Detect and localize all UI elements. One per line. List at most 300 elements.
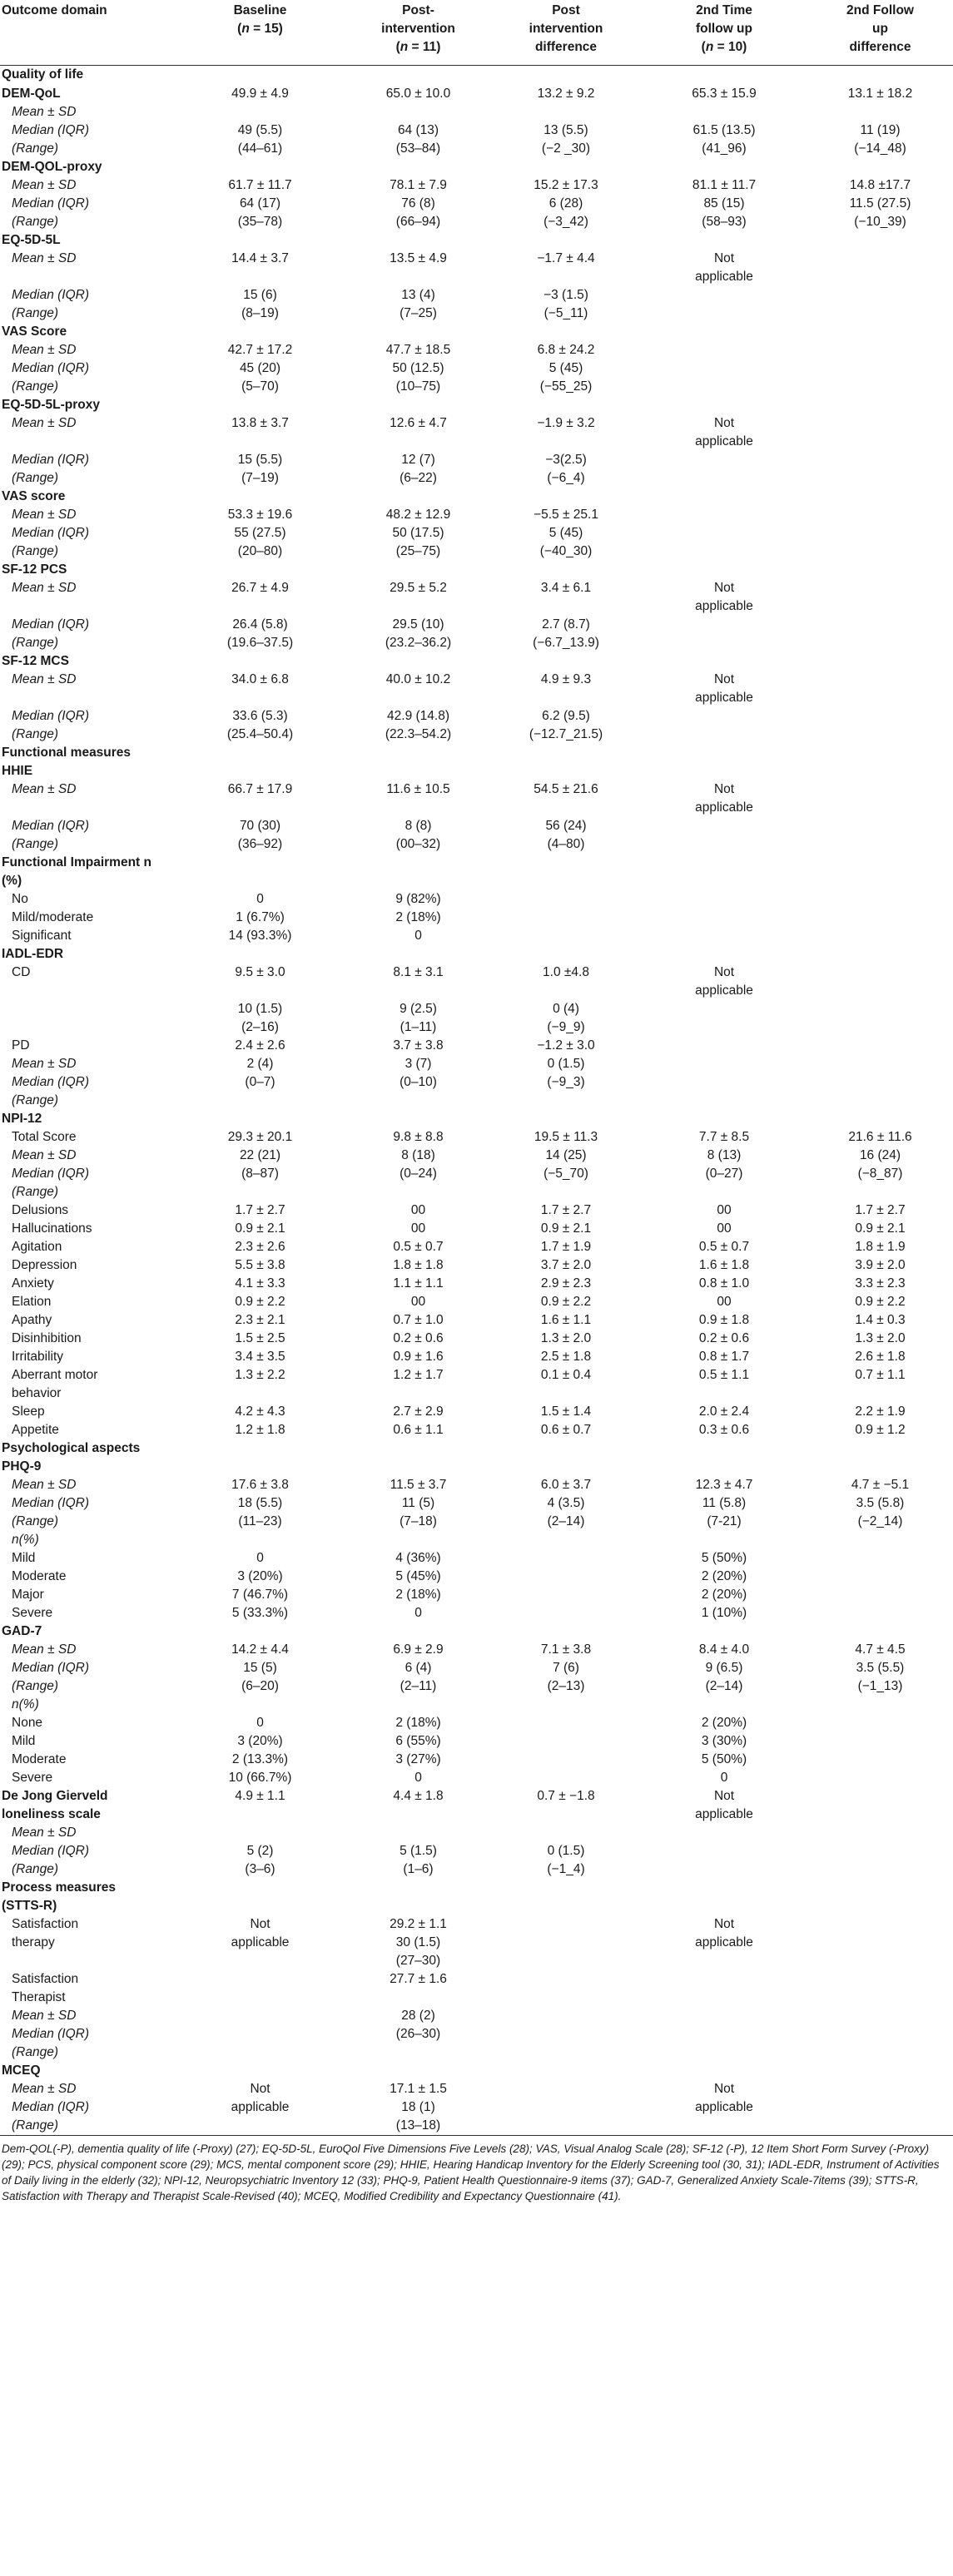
cell-post-diff: 0.7 ± −1.8 (537, 1789, 595, 1803)
cell-follow-up-diff (807, 341, 953, 359)
cell-follow-up (641, 726, 807, 744)
cell-post: 3 (27%) (395, 1752, 441, 1766)
table-row (0, 927, 953, 945)
cell-post: (6–22) (400, 471, 437, 485)
cell-post: 00 (410, 1203, 426, 1217)
table-row (0, 780, 953, 817)
cell-post (345, 323, 491, 341)
cell-post: 9.8 ± 8.8 (393, 1130, 444, 1144)
cell-label: VAS Score (2, 324, 67, 339)
cell-follow-up-diff (807, 1073, 953, 1092)
cell-post: (2–11) (400, 1679, 437, 1693)
cell-label: Mean ± SD (12, 1478, 77, 1492)
cell-follow-up-diff: 4.7 ± −5.1 (851, 1478, 910, 1492)
table-row (0, 1494, 953, 1513)
cell-post: 5 (45%) (395, 1569, 441, 1583)
cell-label: NPI-12 (2, 1112, 42, 1126)
cell-baseline (175, 1183, 345, 1201)
cell-post-diff: 3.7 ± 2.0 (540, 1258, 592, 1272)
cell-label: IADL-EDR (2, 947, 64, 961)
cell-post: 17.1 ± 1.5 18 (1) (13–18) (345, 2080, 491, 2136)
cell-follow-up-diff (807, 1018, 953, 1037)
cell-baseline: 22 (21) (239, 1148, 281, 1162)
table-row (0, 359, 953, 378)
cell-follow-up-diff (807, 1458, 953, 1476)
cell-follow-up-diff (807, 561, 953, 579)
table-row (0, 1769, 953, 1787)
cell-post: 5 (1.5) (400, 1844, 437, 1858)
cell-label: Mean ± SD (12, 343, 77, 357)
cell-post-diff: (−2 _30) (541, 141, 591, 156)
cell-follow-up-diff (807, 506, 953, 524)
cell-post (345, 396, 491, 414)
cell-follow-up: 2.0 ± 2.4 (698, 1404, 750, 1419)
table-row (0, 140, 953, 158)
cell-follow-up (641, 652, 807, 671)
cell-label: Functional Impairment n (%) (2, 855, 151, 888)
cell-follow-up: 2 (20%) (701, 1716, 747, 1730)
table-header-row (0, 0, 953, 65)
cell-post: 64 (13) (397, 123, 439, 137)
cell-follow-up-diff (807, 1769, 953, 1787)
cell-follow-up (641, 1000, 807, 1018)
cell-label: Median (IQR) (12, 196, 90, 211)
table-row (0, 561, 953, 579)
cell-follow-up (641, 817, 807, 835)
cell-label: Mean ± SD (12, 1057, 77, 1071)
cell-post-diff: 0.9 ± 2.1 (540, 1221, 592, 1236)
cell-follow-up-diff (807, 945, 953, 964)
cell-baseline (175, 65, 345, 85)
table-row (0, 1842, 953, 1860)
table-row (0, 121, 953, 140)
cell-post-diff: (−5_70) (544, 1167, 588, 1181)
cell-baseline (175, 231, 345, 250)
table-row (0, 1732, 953, 1751)
table-row (0, 1220, 953, 1238)
table-row (0, 286, 953, 305)
table-row (0, 1659, 953, 1677)
cell-post (345, 1824, 491, 1842)
cell-baseline: (35–78) (237, 215, 283, 229)
cell-follow-up-diff (807, 1787, 953, 1824)
cell-follow-up (641, 945, 807, 964)
cell-baseline: Not applicable (231, 1917, 290, 1949)
table-row (0, 2025, 953, 2043)
cell-baseline: (3–6) (245, 1862, 275, 1876)
cell-follow-up-diff: 4.7 ± 4.5 (855, 1642, 906, 1657)
cell-baseline: 4.9 ± 1.1 (235, 1789, 285, 1803)
cell-baseline (175, 2025, 345, 2043)
cell-post-diff: 0.1 ± 0.4 (540, 1368, 592, 1382)
cell-baseline: 18 (5.5) (237, 1496, 283, 1510)
table-row (0, 1183, 953, 1201)
cell-post-diff: (−55_25) (539, 379, 593, 394)
cell-follow-up (641, 524, 807, 542)
cell-follow-up (641, 927, 807, 945)
cell-follow-up (641, 1879, 807, 1897)
table-row (0, 1714, 953, 1732)
cell-follow-up-diff (807, 1549, 953, 1568)
cell-follow-up-diff (807, 469, 953, 488)
cell-label: Median (IQR) (12, 123, 90, 137)
table-row (0, 2043, 953, 2062)
cell-post (345, 103, 491, 121)
cell-follow-up: (0–27) (705, 1167, 743, 1181)
cell-label: Median (IQR) (12, 617, 90, 632)
cell-follow-up (641, 835, 807, 854)
cell-baseline: (2–16) (241, 1020, 279, 1034)
cell-follow-up-diff (807, 542, 953, 561)
cell-baseline: (11–23) (238, 1514, 282, 1528)
cell-follow-up (641, 854, 807, 890)
cell-post-diff (491, 744, 641, 762)
cell-post-diff: 4.9 ± 9.3 (540, 672, 592, 686)
cell-post (345, 1622, 491, 1641)
cell-follow-up-diff (807, 1604, 953, 1622)
cell-post: 3 (7) (405, 1057, 432, 1071)
cell-follow-up: (58–93) (702, 215, 747, 229)
cell-follow-up (641, 1439, 807, 1458)
table-row (0, 1458, 953, 1476)
cell-post-diff (491, 1696, 641, 1714)
cell-follow-up-diff (807, 524, 953, 542)
cell-baseline: 17.6 ± 3.8 (231, 1478, 289, 1492)
cell-follow-up-diff: 21.6 ± 11.6 (848, 1130, 912, 1144)
cell-post: 0.5 ± 0.7 (393, 1240, 444, 1254)
cell-baseline: 29.3 ± 20.1 (227, 1130, 293, 1144)
cell-baseline: 15 (6) (243, 288, 277, 302)
cell-follow-up-diff (807, 579, 953, 616)
cell-follow-up: 5 (50%) (701, 1551, 747, 1565)
cell-follow-up-diff (807, 762, 953, 780)
cell-baseline: 14.2 ± 4.4 (231, 1642, 289, 1657)
cell-label: Disinhibition (12, 1331, 82, 1345)
cell-label: Median (IQR) (12, 361, 90, 375)
cell-baseline: (36–92) (237, 837, 283, 851)
cell-label: Major (12, 1588, 44, 1602)
cell-follow-up (641, 2025, 807, 2043)
cell-label: (Range) (12, 727, 58, 741)
cell-follow-up: Not applicable (695, 1917, 753, 1949)
cell-post (345, 2062, 491, 2080)
cell-baseline: 5.5 ± 3.8 (235, 1258, 285, 1272)
table-row (0, 1073, 953, 1092)
cell-post-diff (491, 1970, 641, 2007)
cell-post-diff: −3 (1.5) (544, 288, 588, 302)
cell-post: 4 (36%) (395, 1551, 441, 1565)
cell-follow-up-diff (807, 1055, 953, 1073)
table-row (0, 1622, 953, 1641)
cell-follow-up (641, 158, 807, 176)
table-row (0, 1549, 953, 1568)
cell-post-diff: 2.7 (8.7) (542, 617, 590, 632)
cell-follow-up-diff (807, 707, 953, 726)
cell-baseline: (5–70) (241, 379, 279, 394)
table-row (0, 964, 953, 1000)
cell-baseline (175, 1622, 345, 1641)
table-row (0, 1330, 953, 1348)
cell-follow-up-diff: 3.5 (5.5) (856, 1661, 905, 1675)
cell-follow-up (641, 2043, 807, 2062)
cell-label: Median (IQR) (12, 819, 90, 833)
cell-post: 78.1 ± 7.9 (390, 178, 447, 192)
cell-follow-up (641, 1696, 807, 1714)
cell-baseline: (25.4–50.4) (226, 727, 294, 741)
cell-post (345, 1531, 491, 1549)
table-row (0, 1824, 953, 1842)
cell-follow-up: 0.8 ± 1.0 (698, 1276, 750, 1290)
cell-label: Moderate (12, 1569, 67, 1583)
cell-post-diff (491, 323, 641, 341)
cell-baseline: 49 (5.5) (237, 123, 283, 137)
cell-post-diff (491, 103, 641, 121)
cell-label: Mean ± SD (12, 178, 77, 192)
cell-label: Mean ± SD (12, 672, 77, 686)
cell-follow-up: Not applicable (695, 965, 753, 998)
cell-post-diff (491, 1751, 641, 1769)
table-row (0, 1165, 953, 1183)
cell-baseline: 15 (5.5) (237, 453, 283, 467)
cell-follow-up (641, 616, 807, 634)
cell-follow-up-diff (807, 909, 953, 927)
cell-baseline: (7–19) (241, 471, 279, 485)
cell-follow-up (641, 634, 807, 652)
table-row (0, 469, 953, 488)
cell-follow-up-diff (807, 780, 953, 817)
table-row (0, 579, 953, 616)
cell-post-diff (491, 1549, 641, 1568)
table-row (0, 1147, 953, 1165)
cell-follow-up (641, 305, 807, 323)
table-row (0, 1348, 953, 1366)
header-second-follow-up: 2nd Time follow up (n = 10) (641, 0, 807, 65)
table-row (0, 1421, 953, 1439)
cell-post: 8.1 ± 3.1 (393, 965, 444, 979)
cell-baseline (175, 323, 345, 341)
cell-post: (7–18) (400, 1514, 437, 1528)
cell-baseline: 3.4 ± 3.5 (235, 1350, 285, 1364)
cell-baseline (175, 2007, 345, 2025)
cell-post-diff: 56 (24) (545, 819, 587, 833)
cell-follow-up (641, 488, 807, 506)
cell-follow-up-diff (807, 231, 953, 250)
cell-post: 9 (82%) (395, 892, 441, 906)
table-row (0, 1275, 953, 1293)
cell-label: n(%) (12, 1697, 39, 1712)
table-row (0, 396, 953, 414)
cell-follow-up: 81.1 ± 11.7 (692, 178, 757, 192)
table-footnote: Dem-QOL(-P), dementia quality of life (-Proxy) (27); EQ-5D-5L, EuroQol Five Dimensions Five Levels (28); VAS, Visual Analog Scale (28); SF-12 (-P), 12 Item Short Form Survey (-Proxy) (29); PCS, physical component score (29); MCS, mental component score (29); HHIE, Hearing Handicap Inventory for the Elderly Screening tool (30, 31); IADL-EDR, Instrument of Activities of Daily living in the elderly (32); NPI-12, Neuropsychiatric Inventory 12 (33); PHQ-9, Patient Health Questionnaire-9 items (37); GAD-7, Generalized Anxiety Scale-7items (39); STTS-R, Satisfaction with Therapy and Therapist Scale-Revised (40); MCEQ, Modified Credibility and Expectancy Questionnaire (41). (2, 2143, 940, 2202)
cell-label: Mean ± SD (12, 251, 77, 265)
cell-label: (Range) (12, 1185, 58, 1199)
cell-label: Median (IQR) (12, 1075, 90, 1089)
cell-follow-up-diff (807, 323, 953, 341)
cell-post-diff: 1.7 ± 2.7 (540, 1203, 592, 1217)
cell-post-diff (491, 2007, 641, 2025)
cell-baseline: 9.5 ± 3.0 (235, 965, 285, 979)
cell-baseline (175, 762, 345, 780)
cell-post-diff: (4–80) (547, 837, 585, 851)
cell-label: Apathy (12, 1313, 52, 1327)
cell-follow-up-diff: (−14_48) (854, 141, 906, 156)
cell-follow-up: 0.5 ± 1.1 (698, 1368, 750, 1382)
cell-baseline: 2 (13.3%) (231, 1752, 289, 1766)
table-row (0, 158, 953, 176)
cell-post-diff: (−40_30) (539, 544, 593, 558)
cell-follow-up-diff (807, 1622, 953, 1641)
cell-follow-up (641, 1897, 807, 1915)
cell-post: 48.2 ± 12.9 (385, 508, 451, 522)
cell-baseline: 42.7 ± 17.2 (227, 343, 293, 357)
cell-post-diff: 1.3 ± 2.0 (540, 1331, 592, 1345)
cell-follow-up-diff (807, 378, 953, 396)
cell-post-diff: (−3_42) (544, 215, 588, 229)
cell-post: 8 (8) (405, 819, 432, 833)
cell-follow-up-diff (807, 1000, 953, 1018)
cell-label: Mean ± SD (12, 105, 77, 119)
table-row (0, 1018, 953, 1037)
cell-follow-up (641, 744, 807, 762)
cell-follow-up (641, 396, 807, 414)
cell-baseline (175, 1897, 345, 1915)
cell-post-diff (491, 1879, 641, 1897)
table-row (0, 1092, 953, 1110)
cell-follow-up-diff (807, 1568, 953, 1586)
cell-post-diff (491, 1183, 641, 1201)
cell-post-diff: 1.5 ± 1.4 (540, 1404, 592, 1419)
cell-baseline (175, 1110, 345, 1128)
cell-follow-up-diff: 0.9 ± 2.2 (855, 1295, 906, 1309)
cell-baseline (175, 945, 345, 964)
table-row (0, 1787, 953, 1824)
cell-baseline: (8–87) (241, 1167, 279, 1181)
cell-label: Agitation (12, 1240, 62, 1254)
cell-label: Mean ± SD (12, 416, 77, 430)
cell-follow-up-diff (807, 359, 953, 378)
cell-follow-up (641, 323, 807, 341)
cell-follow-up: 11 (5.8) (702, 1496, 747, 1510)
cell-post-diff: 0 (4) (553, 1002, 579, 1016)
table-row (0, 1403, 953, 1421)
cell-follow-up (641, 1970, 807, 2007)
cell-follow-up: 0.5 ± 0.7 (698, 1240, 750, 1254)
cell-post: (66–94) (395, 215, 441, 229)
cell-follow-up: Not applicable (695, 251, 753, 284)
cell-post-diff: (−1_4) (547, 1862, 585, 1876)
table-row (0, 652, 953, 671)
table-row (0, 744, 953, 762)
table-row (0, 1055, 953, 1073)
cell-follow-up (641, 1055, 807, 1073)
table-row (0, 817, 953, 835)
cell-follow-up-diff (807, 1092, 953, 1110)
cell-post-diff (491, 1531, 641, 1549)
cell-baseline: 34.0 ± 6.8 (231, 672, 289, 686)
table-row (0, 85, 953, 103)
cell-label: Median (IQR) (12, 1496, 90, 1510)
cell-baseline (175, 1970, 345, 2007)
cell-label: (Range) (12, 636, 58, 650)
cell-follow-up-diff (807, 1531, 953, 1549)
cell-label: Hallucinations (12, 1221, 92, 1236)
cell-post (345, 561, 491, 579)
cell-follow-up-diff: 3.9 ± 2.0 (855, 1258, 906, 1272)
cell-post (345, 158, 491, 176)
cell-follow-up: (2–14) (705, 1679, 743, 1693)
table-row (0, 1860, 953, 1879)
cell-post (345, 1439, 491, 1458)
table-row (0, 945, 953, 964)
table-row (0, 2062, 953, 2080)
cell-post: 0.6 ± 1.1 (393, 1423, 444, 1437)
cell-baseline: 0 (256, 892, 264, 906)
cell-post: 28 (2) (401, 2009, 435, 2023)
cell-post-diff (491, 890, 641, 909)
cell-post (345, 854, 491, 890)
cell-post-diff: 6.2 (9.5) (542, 709, 590, 723)
cell-post (345, 65, 491, 85)
cell-follow-up-diff: 1.7 ± 2.7 (855, 1203, 906, 1217)
cell-follow-up-diff (807, 1970, 953, 2007)
cell-post: 1.2 ± 1.7 (393, 1368, 444, 1382)
table-row (0, 103, 953, 121)
cell-post: 29.2 ± 1.1 30 (1.5) (27–30) (390, 1917, 447, 1968)
cell-post: 2 (18%) (395, 1716, 441, 1730)
cell-baseline (175, 396, 345, 414)
cell-baseline: 14 (93.3%) (228, 929, 292, 943)
cell-post-diff (491, 1897, 641, 1915)
cell-follow-up-diff: 0.9 ± 1.2 (855, 1423, 906, 1437)
cell-label: Psychological aspects (2, 1441, 141, 1455)
cell-post: 6.9 ± 2.9 (393, 1642, 444, 1657)
cell-follow-up-diff (807, 1915, 953, 1970)
cell-post-diff: −1.2 ± 3.0 (537, 1038, 595, 1053)
cell-label: (Range) (12, 141, 58, 156)
cell-follow-up-diff (807, 1696, 953, 1714)
cell-post-diff: 1.7 ± 1.9 (540, 1240, 592, 1254)
table-row (0, 671, 953, 707)
cell-label: DEM-QOL-proxy (2, 160, 102, 174)
cell-post-diff (491, 1092, 641, 1110)
cell-post-diff (491, 927, 641, 945)
cell-post: 8 (18) (401, 1148, 435, 1162)
table-row (0, 506, 953, 524)
cell-baseline: 15 (5) (243, 1661, 277, 1675)
cell-post: 29.5 (10) (392, 617, 444, 632)
cell-follow-up: 00 (717, 1295, 732, 1309)
cell-follow-up (641, 542, 807, 561)
cell-label: (Range) (12, 1862, 58, 1876)
cell-baseline: 70 (30) (239, 819, 281, 833)
table-row (0, 323, 953, 341)
cell-follow-up: (41_96) (702, 141, 747, 156)
cell-post: 4.4 ± 1.8 (393, 1789, 444, 1803)
cell-baseline: 3 (20%) (237, 1569, 283, 1583)
cell-baseline: 55 (27.5) (234, 526, 286, 540)
table-row (0, 1897, 953, 1915)
cell-follow-up: Not applicable (695, 782, 753, 815)
cell-post: (7–25) (400, 306, 437, 320)
table-row (0, 1604, 953, 1622)
cell-post-diff: 4 (3.5) (547, 1496, 585, 1510)
table-row (0, 305, 953, 323)
cell-baseline: 53.3 ± 19.6 (227, 508, 293, 522)
table-row (0, 1970, 953, 2007)
cell-post (345, 945, 491, 964)
cell-follow-up (641, 2007, 807, 2025)
cell-post: (26–30) (395, 2027, 441, 2041)
